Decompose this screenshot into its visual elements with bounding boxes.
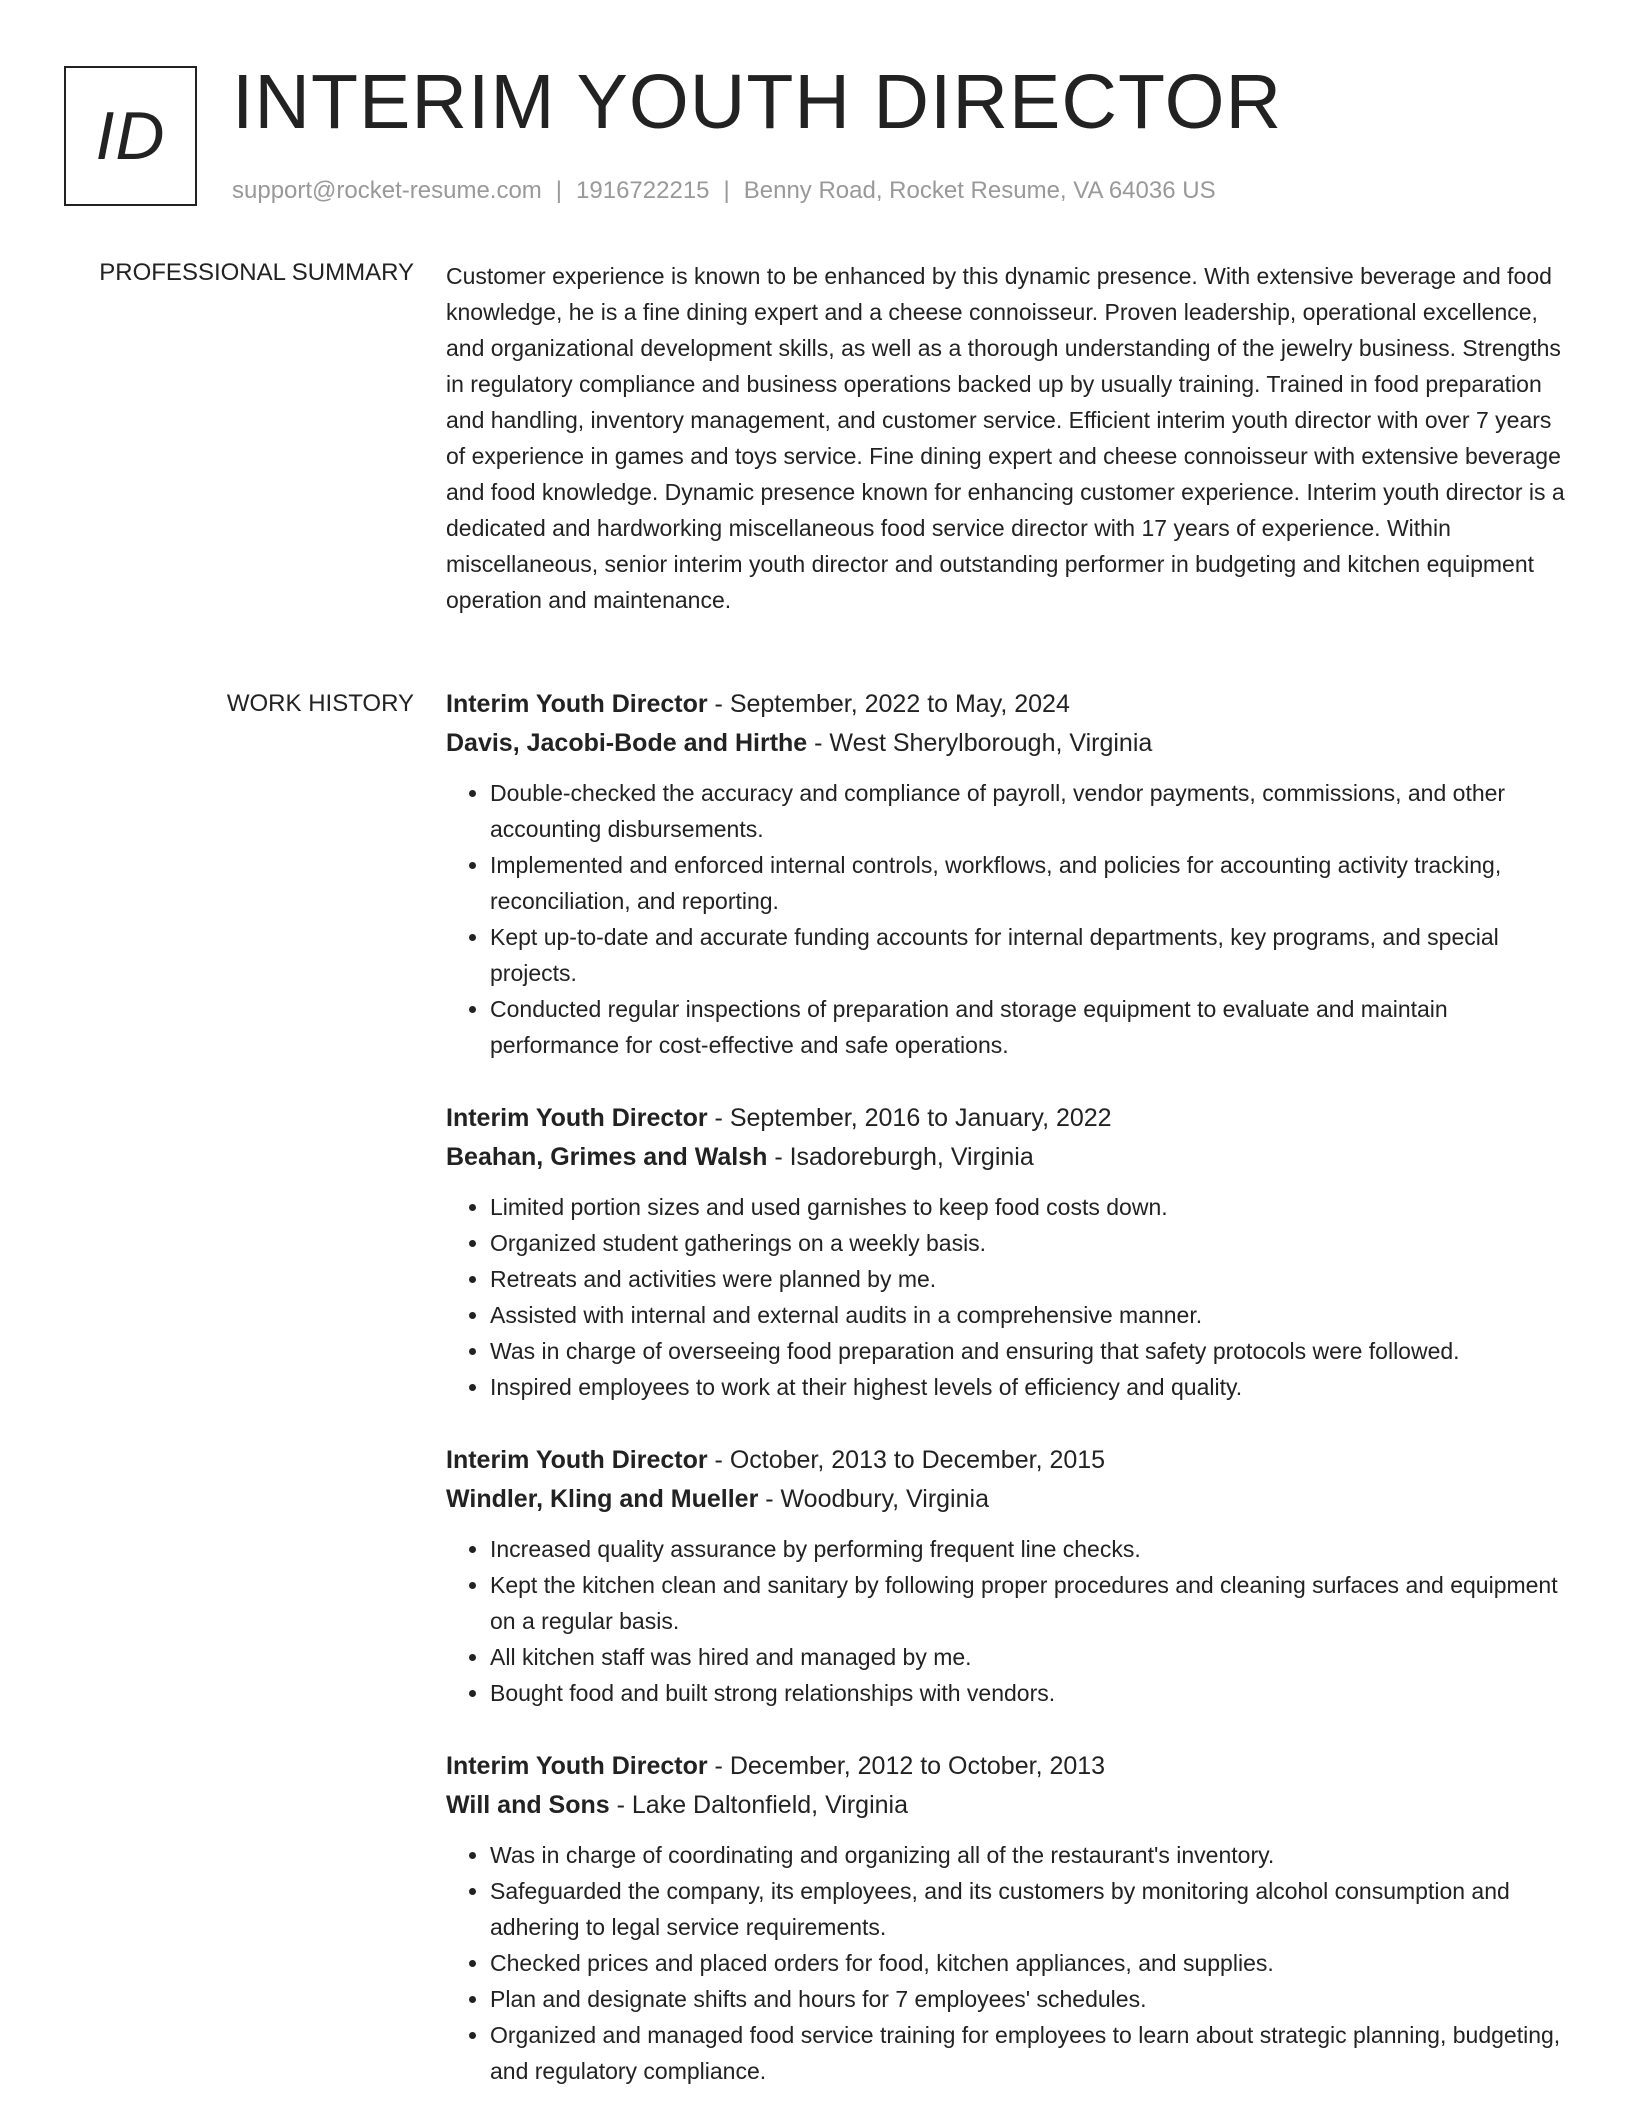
summary-section xyxy=(446,258,1566,618)
job-bullet: • Safeguarded the company, its employees, and its customers by monitoring alcohol consumption and adhering to legal service requirements. xyxy=(490,1873,1566,1945)
job-bullet: • Was in charge of coordinating and organizing all of the restaurant's inventory. xyxy=(490,1837,1566,1873)
resume-name: INTERIM YOUTH DIRECTOR xyxy=(232,59,1283,145)
job-title: Interim Youth Director xyxy=(446,1446,708,1474)
job-company: Beahan, Grimes and Walsh xyxy=(446,1143,768,1171)
job-entry xyxy=(446,1441,1566,1711)
job-bullet: • Assisted with internal and external audits in a comprehensive manner. xyxy=(490,1297,1566,1333)
job-bullet: • Organized and managed food service training for employees to learn about strategic planning, budgeting, and regulatory compliance. xyxy=(490,2017,1566,2089)
job-entry xyxy=(446,1747,1566,2089)
job-bullet: • Bought food and built strong relationships with vendors. xyxy=(490,1675,1566,1711)
contact-phone: 1916722215 xyxy=(576,177,710,204)
job-company-line xyxy=(446,1786,1566,1825)
job-bullet: • Double-checked the accuracy and compliance of payroll, vendor payments, commissions, and other accounting disbursements. xyxy=(490,775,1566,847)
contact-separator: | xyxy=(723,177,730,204)
job-entry xyxy=(446,1099,1566,1405)
job-title-line xyxy=(446,1099,1566,1138)
job-bullet: • Conducted regular inspections of preparation and storage equipment to evaluate and maintain performance for cost-effective and safe operations. xyxy=(490,991,1566,1063)
job-company-line xyxy=(446,724,1566,763)
job-bullet: • Kept the kitchen clean and sanitary by following proper procedures and cleaning surfaces and equipment on a regular basis. xyxy=(490,1567,1566,1639)
job-bullet: • Plan and designate shifts and hours for 7 employees' schedules. xyxy=(490,1981,1566,2017)
job-title: Interim Youth Director xyxy=(446,1752,708,1780)
job-bullets xyxy=(446,1531,1566,1711)
job-company: Windler, Kling and Mueller xyxy=(446,1485,759,1513)
job-company: Davis, Jacobi-Bode and Hirthe xyxy=(446,729,808,757)
job-bullets xyxy=(446,775,1566,1063)
work-history-section xyxy=(446,685,1566,2125)
job-dates: - December, 2012 to October, 2013 xyxy=(707,1752,1106,1780)
monogram-initials: ID xyxy=(95,98,166,174)
job-company-line xyxy=(446,1480,1566,1519)
job-bullet: • Increased quality assurance by performing frequent line checks. xyxy=(490,1531,1566,1567)
job-company: Will and Sons xyxy=(446,1791,610,1819)
summary-text: Customer experience is known to be enhanced by this dynamic presence. With extensive beverage and food knowledge, he is a fine dining expert and a cheese connoisseur. Proven leadership, operational excellence, and organizational development skills, as well as a thorough understanding of the jewelry business. Strengths in regulatory compliance and business operations backed up by usually training. Trained in food preparation and handling, inventory management, and customer service. Efficient interim youth director with over 7 years of experience in games and toys service. Fine dining expert and cheese connoisseur with extensive beverage and food knowledge. Dynamic presence known for enhancing customer experience. Interim youth director is a dedicated and hardworking miscellaneous food service director with 17 years of experience. Within miscellaneous, senior interim youth director and outstanding performer in budgeting and kitchen equipment operation and maintenance. xyxy=(446,263,1565,613)
job-bullet: • Implemented and enforced internal controls, workflows, and policies for accounting activity tracking, reconciliation, and reporting. xyxy=(490,847,1566,919)
job-location: - West Sherylborough, Virginia xyxy=(807,729,1153,757)
contact-line xyxy=(232,176,1216,206)
job-title-line xyxy=(446,1747,1566,1786)
job-entry xyxy=(446,685,1566,1063)
work-history-section-label: WORK HISTORY xyxy=(226,690,414,717)
job-bullet: • Inspired employees to work at their highest levels of efficiency and quality. xyxy=(490,1369,1566,1405)
job-bullet: • Organized student gatherings on a weekly basis. xyxy=(490,1225,1566,1261)
job-bullet: • Retreats and activities were planned by me. xyxy=(490,1261,1566,1297)
summary-section-label: PROFESSIONAL SUMMARY xyxy=(99,259,414,286)
job-location: - Isadoreburgh, Virginia xyxy=(767,1143,1034,1171)
monogram-box xyxy=(64,66,197,206)
job-bullet: • All kitchen staff was hired and managed by me. xyxy=(490,1639,1566,1675)
job-dates: - September, 2016 to January, 2022 xyxy=(707,1104,1112,1132)
job-title-line xyxy=(446,685,1566,724)
job-bullet: • Checked prices and placed orders for food, kitchen appliances, and supplies. xyxy=(490,1945,1566,1981)
job-bullet: • Limited portion sizes and used garnishes to keep food costs down. xyxy=(490,1189,1566,1225)
job-dates: - September, 2022 to May, 2024 xyxy=(707,690,1070,718)
job-bullet: • Kept up-to-date and accurate funding accounts for internal departments, key programs, and special projects. xyxy=(490,919,1566,991)
contact-address: Benny Road, Rocket Resume, VA 64036 US xyxy=(743,177,1216,204)
contact-separator: | xyxy=(555,177,563,204)
job-bullet: • Was in charge of overseeing food preparation and ensuring that safety protocols were followed. xyxy=(490,1333,1566,1369)
job-title: Interim Youth Director xyxy=(446,1104,708,1132)
job-company-line xyxy=(446,1138,1566,1177)
job-title-line xyxy=(446,1441,1566,1480)
job-title: Interim Youth Director xyxy=(446,690,708,718)
job-location: - Woodbury, Virginia xyxy=(758,1485,989,1513)
job-dates: - October, 2013 to December, 2015 xyxy=(707,1446,1106,1474)
job-bullets xyxy=(446,1189,1566,1405)
job-location: - Lake Daltonfield, Virginia xyxy=(609,1791,908,1819)
job-bullets xyxy=(446,1837,1566,2089)
contact-email: support@rocket-resume.com xyxy=(232,177,542,204)
